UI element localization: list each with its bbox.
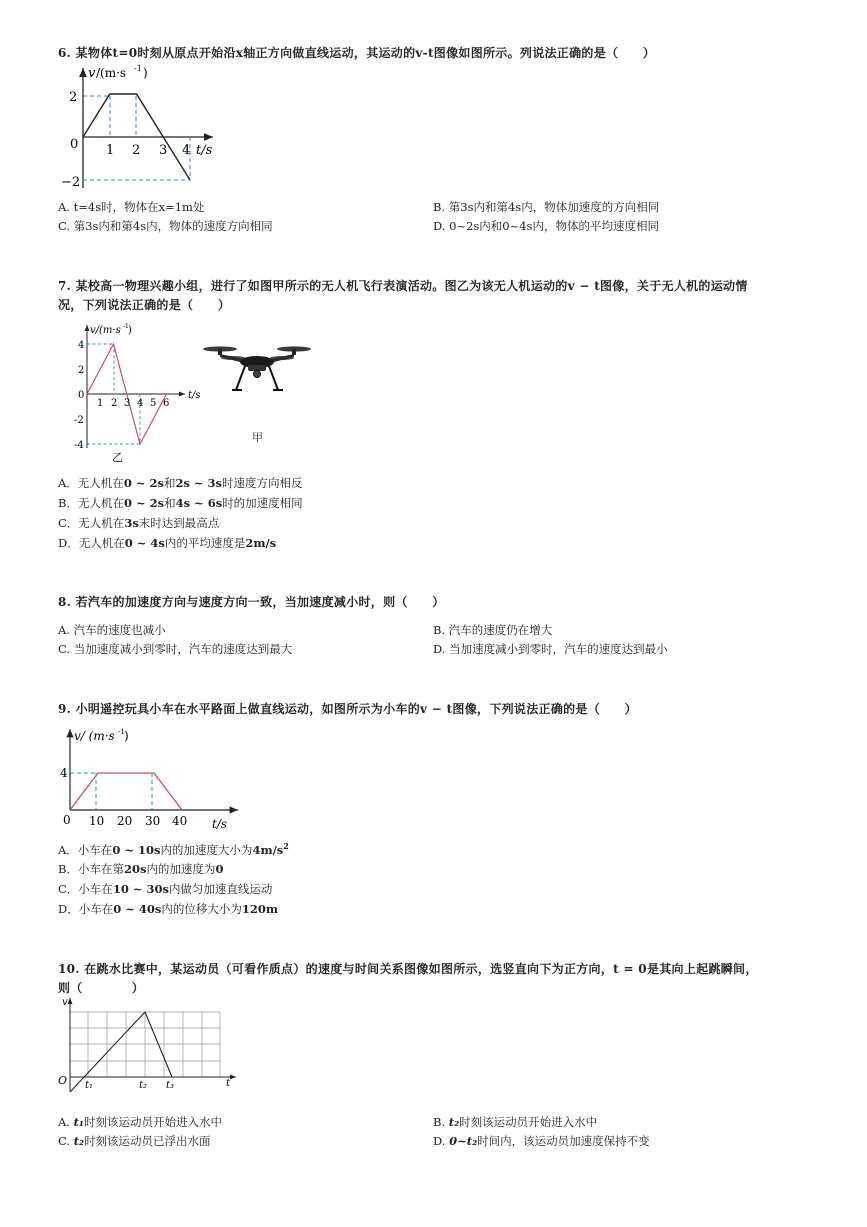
- q7-d-text2: 内的平均速度是: [164, 536, 246, 550]
- q10-b-text2: 时刻该运动员开始进入水中: [459, 1115, 598, 1129]
- q9-a-m1: 0 ~ 10s: [112, 842, 161, 857]
- q7-caption-yi: 乙: [112, 451, 123, 464]
- q6-xlabel: t/s: [196, 143, 213, 158]
- q10-a-text2: 时刻该运动员开始进入水中: [83, 1115, 222, 1129]
- q7-b-text2: 和: [164, 496, 176, 510]
- q9-ytick-4: 4: [60, 766, 68, 780]
- q7-vt-graph: [70, 320, 220, 465]
- q9-d-text1: D．小车在: [58, 902, 114, 916]
- q10-d-text1: D.: [433, 1134, 450, 1148]
- q10-option-c[interactable]: [58, 1133, 211, 1149]
- q9-d-text2: 内的位移大小为: [161, 902, 242, 916]
- q9-xtick-40: 40: [172, 814, 188, 828]
- q9-ylabel: v/ (m·s: [74, 729, 115, 743]
- q6-vt-graph: [58, 62, 228, 194]
- q7-c-text2: 末时达到最高点: [138, 516, 220, 530]
- q10-d-m1: 0~t₂: [449, 1134, 478, 1148]
- q7-b-m1: 0 ~ 2s: [123, 496, 165, 510]
- q7-b-text3: 时的加速度相同: [222, 496, 303, 510]
- q7-a-text1: A．无人机在: [58, 476, 124, 490]
- q9-c-text2: 内做匀加速直线运动: [168, 882, 273, 896]
- q10-t1-label: t₁: [85, 1080, 94, 1091]
- q9-option-d[interactable]: [58, 901, 278, 917]
- q6-ylabel-unit: /(m·s: [96, 66, 127, 80]
- q9-xtick-10: 10: [89, 814, 105, 828]
- q9-xtick-20: 20: [117, 814, 133, 828]
- q9-option-b[interactable]: [58, 861, 223, 877]
- q7-ytick-0: 0: [78, 390, 85, 401]
- q7-ylabel-close: ): [128, 325, 132, 336]
- q9-b-m1: 20s: [123, 862, 147, 876]
- q6-xtick-2: 2: [132, 143, 141, 158]
- q10-t3-label: t₃: [166, 1080, 175, 1091]
- q7-xtick-5: 5: [150, 398, 157, 409]
- q9-option-c[interactable]: [58, 881, 272, 897]
- q7-caption-jia: 甲: [252, 431, 263, 444]
- q7-xtick-6: 6: [163, 398, 170, 409]
- q9-option-a[interactable]: [58, 841, 289, 858]
- q9-c-text1: C．小车在: [58, 882, 113, 896]
- q10-origin: O: [58, 1074, 68, 1087]
- q10-vt-graph: [58, 994, 243, 1094]
- q7-stem-line2: 况，下列说法正确的是（ ）: [58, 298, 231, 312]
- q8-stem: 8. 若汽车的加速度方向与速度方向一致，当加速度减小时，则（ ）: [58, 595, 445, 609]
- q9-vt-graph: [58, 724, 243, 832]
- q6-ytick-0: 0: [70, 137, 79, 152]
- q6-stem: 6. 某物体t=0时刻从原点开始沿x轴正方向做直线运动，其运动的v-t图像如图所示。列说法正确的是（ ）: [58, 46, 656, 60]
- q7-a-m1: 0 ~ 2s: [123, 476, 164, 490]
- q7-ytick-2: 2: [78, 365, 85, 376]
- q8-option-a[interactable]: A. 汽车的速度也减小: [58, 623, 166, 637]
- q10-ylabel: v: [62, 997, 68, 1008]
- q7-ytick-m2: -2: [74, 415, 84, 426]
- q10-option-d[interactable]: [433, 1133, 650, 1149]
- q9-ylabel-close: ): [124, 729, 129, 743]
- q7-a-m2: 2s ~ 3s: [175, 476, 223, 490]
- q10-b-m1: t₂: [448, 1115, 460, 1129]
- q10-stem-line1: 10. 在跳水比赛中，某运动员（可看作质点）的速度与时间关系图像如图所示，选竖直向下为正方向，t = 0是其向上起跳瞬间，: [58, 962, 758, 976]
- q7-xtick-3: 3: [124, 398, 131, 409]
- q9-d-m2: 120m: [241, 902, 279, 916]
- q6-option-a[interactable]: A. t=4s时，物体在x=1m处: [58, 200, 205, 214]
- q7-c-m1: 3s: [124, 516, 139, 530]
- q10-xlabel: t: [226, 1078, 231, 1089]
- q10-option-a[interactable]: [58, 1114, 222, 1130]
- q9-b-m2: 0: [215, 862, 224, 876]
- q7-d-m1: 0 ~ 4s: [124, 536, 165, 550]
- q6-xtick-1: 1: [106, 143, 115, 158]
- q8-option-b[interactable]: B. 汽车的速度仍在增大: [433, 623, 553, 637]
- q9-ylabel-exp: -1: [118, 728, 125, 736]
- q7-ytick-m4: -4: [74, 440, 84, 451]
- q10-c-text2: 时刻该运动员已浮出水面: [84, 1134, 211, 1148]
- q6-xtick-4: 4: [182, 143, 191, 158]
- q7-xtick-4: 4: [137, 398, 144, 409]
- q9-xlabel: t/s: [212, 817, 228, 831]
- q6-option-b[interactable]: B. 第3s内和第4s内，物体加速度的方向相同: [433, 200, 660, 214]
- q9-b-text2: 内的加速度为: [146, 862, 216, 876]
- q9-a-text2: 内的加速度大小为: [160, 842, 253, 857]
- q6-option-c[interactable]: C. 第3s内和第4s内，物体的速度方向相同: [58, 219, 273, 233]
- q7-ylabel: v/(m·s: [90, 325, 121, 336]
- q10-stem-line2: 则（ ）: [58, 981, 145, 995]
- q7-b-m2: 4s ~ 6s: [175, 496, 223, 510]
- q7-option-b[interactable]: [58, 495, 303, 511]
- q10-a-text1: A.: [58, 1115, 74, 1129]
- q10-a-m1: t₁: [73, 1115, 84, 1129]
- q10-t2-label: t₂: [139, 1080, 148, 1091]
- q9-xtick-30: 30: [145, 814, 161, 828]
- q7-option-a[interactable]: [58, 475, 303, 491]
- q7-ylabel-exp: -1: [123, 323, 129, 330]
- q9-a-exp: 2: [283, 841, 289, 851]
- q8-option-d[interactable]: D. 当加速度减小到零时，汽车的速度达到最小: [433, 642, 668, 656]
- q7-b-text1: B．无人机在: [58, 496, 124, 510]
- q6-ylabel-v: v: [88, 66, 96, 81]
- q10-b-text1: B.: [433, 1115, 449, 1129]
- q6-ytick-2: 2: [69, 90, 78, 105]
- q7-ytick-4: 4: [78, 340, 85, 351]
- q9-a-text1: A．小车在: [58, 842, 113, 857]
- q8-option-c[interactable]: C. 当加速度减小到零时，汽车的速度达到最大: [58, 642, 293, 656]
- q9-c-m1: 10 ~ 30s: [112, 882, 169, 896]
- q9-stem: 9. 小明遥控玩具小车在水平路面上做直线运动，如图所示为小车的v − t图像，下列说法正确的是（ ）: [58, 702, 637, 716]
- drone-icon: [200, 338, 315, 400]
- q9-vt-line: [70, 773, 182, 810]
- q10-c-text1: C.: [58, 1134, 74, 1148]
- q7-d-m2: 2m/s: [245, 536, 277, 550]
- q10-c-m1: t₂: [73, 1134, 85, 1148]
- q7-xtick-1: 1: [97, 398, 104, 409]
- q7-option-d[interactable]: [58, 535, 276, 551]
- q10-option-b[interactable]: [433, 1114, 597, 1130]
- q7-xtick-2: 2: [111, 398, 118, 409]
- q9-d-m1: 0 ~ 40s: [113, 902, 162, 916]
- q9-ytick-0: 0: [63, 813, 71, 827]
- q7-a-text2: 和: [163, 476, 176, 490]
- q6-xtick-3: 3: [159, 143, 168, 158]
- q9-a-m2: 4m/s: [252, 842, 284, 857]
- q6-ylabel-close: ): [143, 66, 148, 80]
- q7-c-text1: C．无人机在: [58, 516, 125, 530]
- q7-option-c[interactable]: [58, 515, 219, 531]
- q7-d-text1: D．无人机在: [58, 536, 125, 550]
- q9-b-text1: B．小车在第: [58, 862, 124, 876]
- q6-option-d[interactable]: D. 0~2s内和0~4s内，物体的平均速度相同: [433, 219, 659, 233]
- q10-d-text2: 时间内，该运动员加速度保持不变: [477, 1134, 650, 1148]
- q6-ylabel-exp: -1: [134, 64, 142, 73]
- q7-a-text3: 时速度方向相反: [222, 476, 303, 490]
- q6-ytick-m2: −2: [61, 175, 81, 190]
- q7-stem-line1: 7. 某校高一物理兴趣小组，进行了如图甲所示的无人机飞行表演活动。图乙为该无人机运动的v − t图像，关于无人机的运动情: [58, 279, 748, 293]
- q7-xlabel: t/s: [188, 390, 201, 401]
